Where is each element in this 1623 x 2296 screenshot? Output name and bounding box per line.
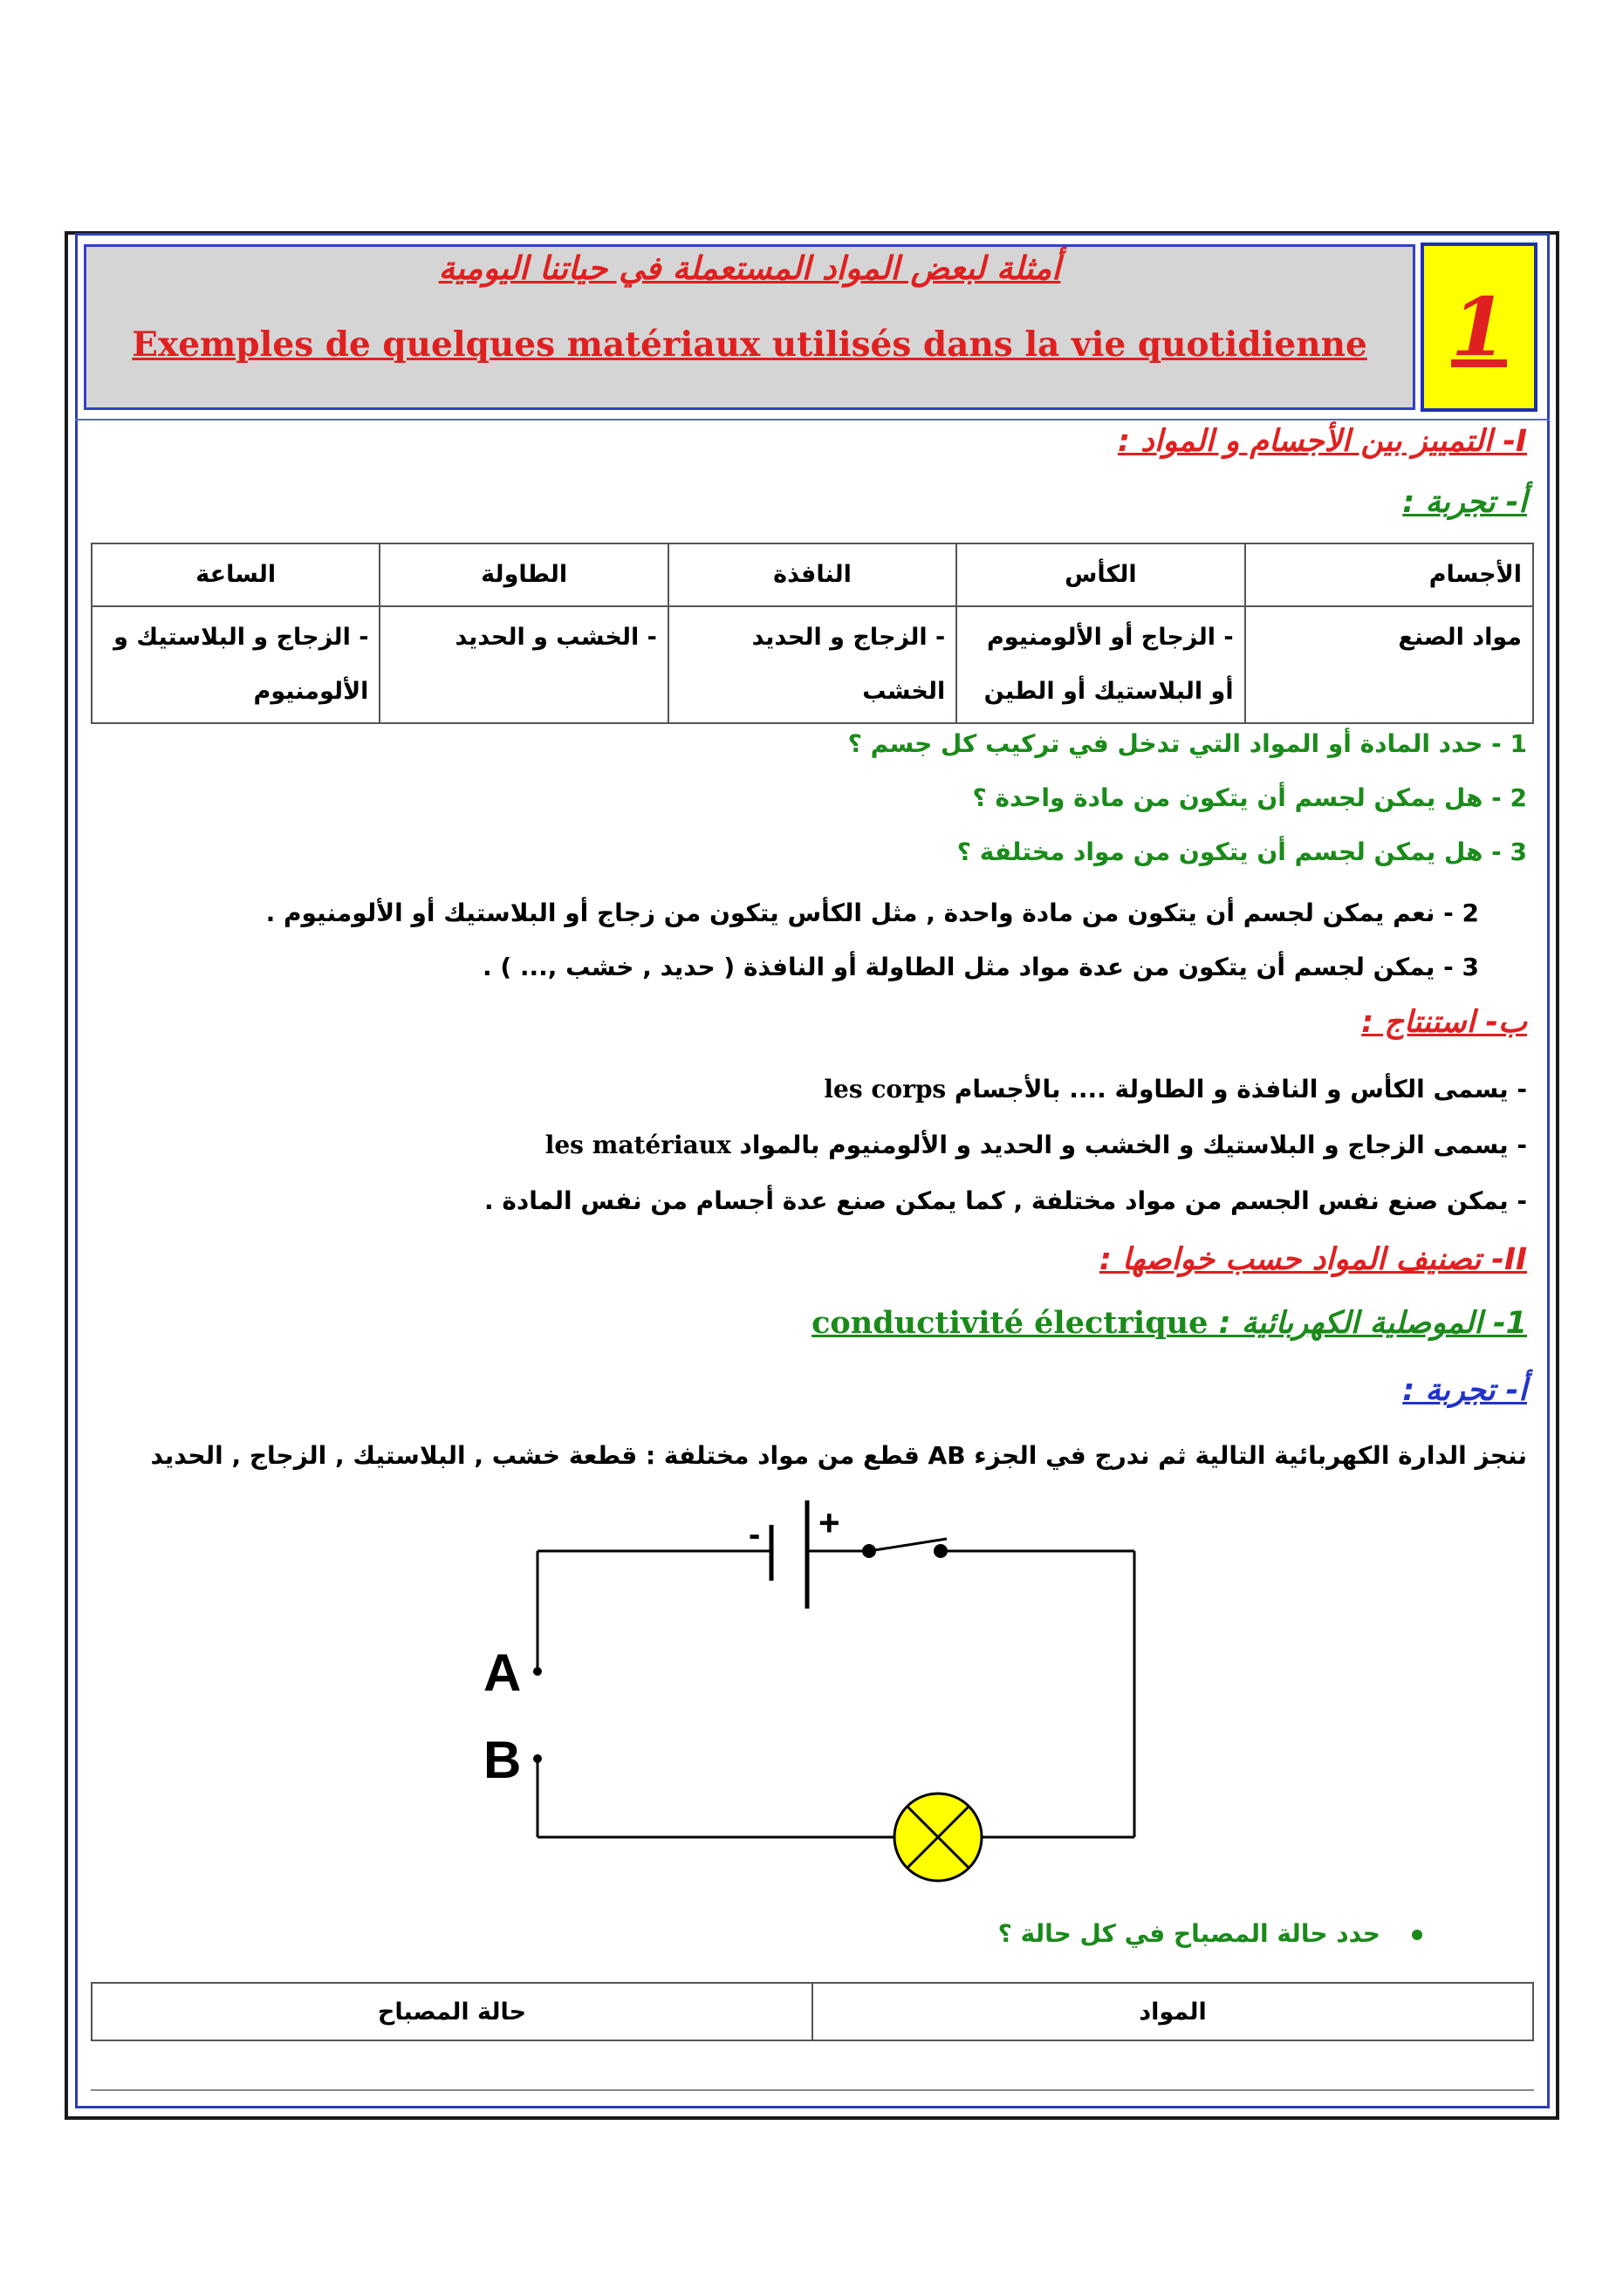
table-cell-line: أو البلاستيك أو الطين (983, 678, 1234, 705)
table-cell (956, 606, 1244, 723)
conclusion-2-fr: les matériaux (544, 1131, 731, 1159)
lesson-number: 1 (1450, 280, 1507, 374)
circuit-wires (538, 1551, 1134, 1837)
table-cell-line: - الزجاج أو الألومنيوم (987, 624, 1234, 651)
point-b-dot (533, 1754, 542, 1763)
answer-3: 3 - يمكن لجسم أن يتكون من عدة مواد مثل الطاولة أو النافذة ( حديد , خشب ,... ) . (482, 953, 1479, 981)
answer-2: 2 - نعم يمكن لجسم أن يتكون من مادة واحدة , مثل الكأس يتكون من زجاج أو البلاستيك أو الألومنيوم . (265, 899, 1479, 927)
lamp (894, 1794, 982, 1881)
objects-materials-table (91, 543, 1534, 724)
conclusion-2-ar: - يسمى الزجاج و البلاستيك و الخشب و الحديد و الألومنيوم بالمواد (739, 1131, 1527, 1159)
lamp-state-table (91, 1982, 1534, 2041)
conclusion-1-ar: - يسمى الكأس و النافذة و الطاولة .... بالأجسام (954, 1075, 1527, 1104)
section2-heading: II- تصنيف المواد حسب خواصها : (1099, 1242, 1527, 1277)
question-3: 3 - هل يمكن لجسم أن يتكون من مواد مختلفة ؟ (956, 837, 1527, 866)
conclusion-1 (824, 1075, 1527, 1104)
conclusion-2 (545, 1131, 1527, 1159)
point-a-label: A (483, 1643, 522, 1702)
section2-subheading-fr: conductivité électrique (812, 1305, 1209, 1341)
table-header-cell: النافذة (668, 543, 956, 606)
section2-subheading (812, 1305, 1527, 1341)
header-title-ar: أمثلة لبعض المواد المستعملة في حياتنا اليومية (438, 249, 1061, 287)
table-cell-line: - الزجاج و الحديد (751, 624, 946, 651)
table-cell (380, 606, 668, 723)
header-title-fr: Exemples de quelques matériaux utilisés dans la vie quotidienne (132, 325, 1367, 365)
question-1: 1 - حدد المادة أو المواد التي تدخل في تركيب كل جسم ؟ (847, 729, 1527, 758)
bullet-question-text: حدد حالة المصباح في كل حالة ؟ (997, 1919, 1380, 1948)
battery-minus-label: - (749, 1515, 761, 1554)
table-cell (668, 606, 956, 723)
question-2: 2 - هل يمكن لجسم أن يتكون من مادة واحدة ؟ (972, 783, 1527, 812)
table-header-cell: الطاولة (380, 543, 668, 606)
lesson-number-box (1421, 243, 1537, 412)
point-b-label: B (483, 1731, 522, 1789)
table-cell-line: - الزجاج و البلاستيك و (113, 624, 369, 651)
table-cell-line: - الخشب و الحديد (455, 624, 657, 651)
table-header-cell: الكأس (956, 543, 1244, 606)
table-header-cell: الأجسام (1245, 543, 1533, 606)
experiment-instruction: ننجز الدارة الكهربائية التالية ثم ندرج في الجزء AB قطع من مواد مختلفة : قطعة خشب , البلاستيك , الزجاج , الحديد (150, 1441, 1527, 1470)
conclusion-heading: ب- استنتاج : (1361, 1005, 1527, 1040)
conclusion-3 (484, 1186, 1527, 1215)
table-cell-line: الخشب (862, 678, 946, 705)
conclusion-3-ar: - يمكن صنع نفس الجسم من مواد مختلفة , كما يمكن صنع عدة أجسام من نفس المادة . (483, 1186, 1527, 1215)
table2-header-cell: حالة المصباح (92, 1983, 812, 2040)
circuit-diagram (471, 1500, 1152, 1910)
bullet-icon (1412, 1930, 1422, 1940)
table-header-cell: الساعة (92, 543, 380, 606)
table-row-label: مواد الصنع (1245, 606, 1533, 723)
switch-contact (934, 1544, 948, 1558)
table2-header-cell: المواد (812, 1983, 1533, 2040)
bullet-question (998, 1919, 1422, 1948)
section1-heading: I- التمييز بين الأجسام و المواد : (1117, 424, 1527, 459)
bottom-divider (91, 2089, 1534, 2091)
section2-subheading-ar: 1- الموصلية الكهربائية : (1218, 1306, 1527, 1341)
header-divider (75, 419, 1550, 420)
section1-experiment-heading: أ- تجربة : (1402, 485, 1527, 520)
battery-plus-label: + (818, 1502, 840, 1543)
point-a-dot (533, 1667, 542, 1676)
table-cell-line: الألومنيوم (253, 678, 369, 705)
conclusion-1-fr: les corps (824, 1075, 947, 1104)
table-cell (92, 606, 380, 723)
section2-experiment-heading: أ- تجربة : (1402, 1373, 1527, 1408)
